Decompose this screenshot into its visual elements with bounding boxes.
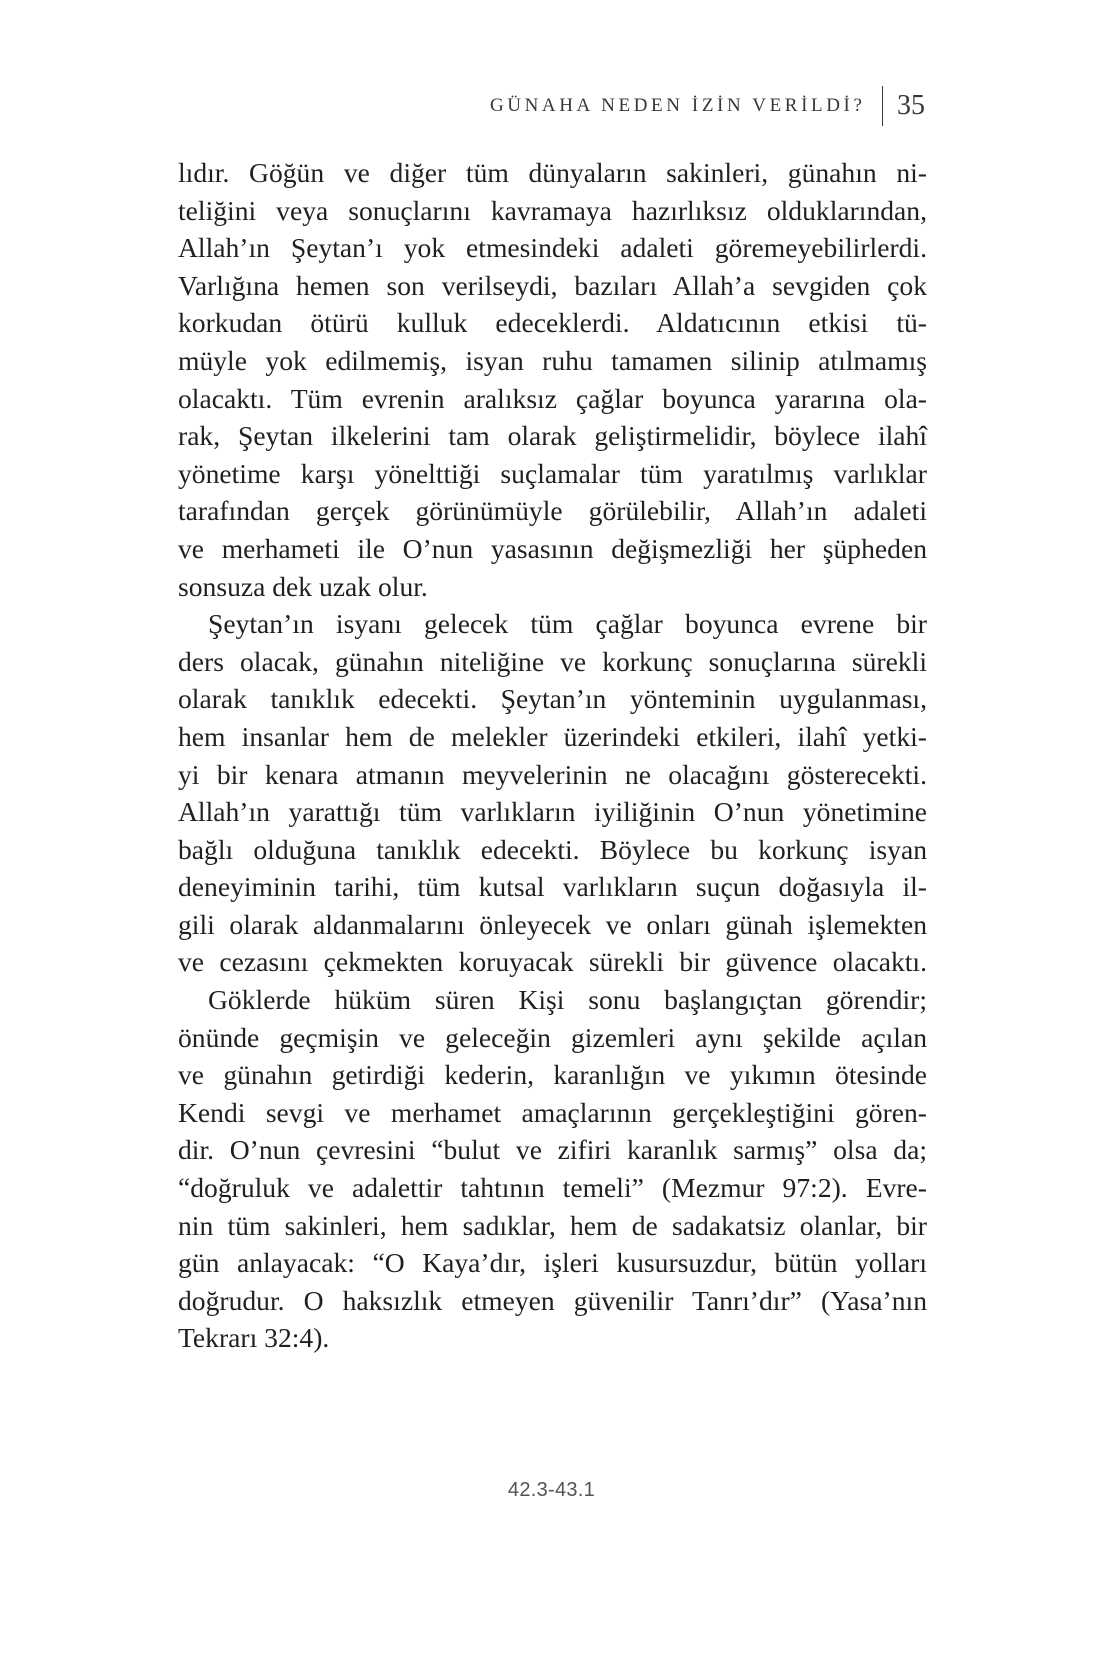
text-line: korkudan ötürü kulluk edeceklerdi. Aldatıcının etkisi tü- [178, 307, 927, 339]
text-line: Şeytan’ın isyanı gelecek tüm çağlar boyunca evrene bir [208, 608, 927, 640]
text-line: teliğini veya sonuçlarını kavramaya hazırlıksız olduklarından, [178, 194, 927, 226]
paragraph-1 [178, 154, 927, 605]
footer-reference-code: 42.3-43.1 [507, 1479, 596, 1501]
text-line: ve cezasını çekmekten koruyacak sürekli bir güvence olacaktı. [178, 946, 927, 978]
paragraph-3 [178, 981, 927, 1357]
text-line: Kendi sevgi ve merhamet amaçlarının gerçekleştiğini gören- [178, 1096, 927, 1128]
text-line: hem insanlar hem de melekler üzerindeki etkileri, ilahî yetki- [178, 720, 927, 752]
text-line: gün anlayacak: “O Kaya’dır, işleri kusursuzdur, bütün yolları [178, 1247, 927, 1279]
text-line: dir. O’nun çevresini “bulut ve zifiri karanlık sarmış” olsa da; [178, 1134, 927, 1166]
text-line: tarafından gerçek görünümüyle görülebilir, Allah’ın adaleti [178, 495, 927, 527]
text-line: ve günahın getirdiği kederin, karanlığın ve yıkımın ötesinde [178, 1059, 927, 1091]
page-number: 35 [897, 90, 925, 121]
text-line: Allah’ın yarattığı tüm varlıkların iyiliğinin O’nun yönetimine [178, 796, 927, 828]
body-text [178, 154, 927, 1357]
text-line: yönetime karşı yönelttiği suçlamalar tüm yaratılmış varlıklar [178, 457, 927, 489]
text-line: Allah’ın Şeytan’ı yok etmesindeki adaleti göremeyebilirlerdi. [178, 232, 927, 264]
text-line: yi bir kenara atmanın meyvelerinin ne olacağını gösterecekti. [178, 758, 927, 790]
text-line: “doğruluk ve adalettir tahtının temeli” (Mezmur 97:2). Evre- [178, 1172, 927, 1204]
text-line: Göklerde hüküm süren Kişi sonu başlangıçtan görendir; [208, 984, 927, 1016]
text-line: ve merhameti ile O’nun yasasının değişmezliği her şüpheden [178, 532, 927, 564]
text-line: ders olacak, günahın niteliğine ve korkunç sonuçlarına sürekli [178, 645, 927, 677]
text-line: olarak tanıklık edecekti. Şeytan’ın yönteminin uygulanması, [178, 683, 927, 715]
text-line: Varlığına hemen son verilseydi, bazıları Allah’a sevgiden çok [178, 269, 927, 301]
text-line: önünde geçmişin ve geleceğin gizemleri aynı şekilde açılan [178, 1021, 927, 1053]
running-header [490, 86, 925, 126]
text-line: Tekrarı 32:4). [178, 1322, 330, 1354]
text-line: sonsuza dek uzak olur. [178, 570, 428, 602]
running-title: GÜNAHA NEDEN İZİN VERİLDİ? [489, 95, 866, 116]
text-line: deneyiminin tarihi, tüm kutsal varlıkların suçun doğasıyla il- [178, 871, 927, 903]
text-line: doğrudur. O haksızlık etmeyen güvenilir Tanrı’dır” (Yasa’nın [178, 1284, 927, 1316]
text-line: rak, Şeytan ilkelerini tam olarak geliştirmelidir, böylece ilahî [178, 420, 927, 452]
text-line: lıdır. Göğün ve diğer tüm dünyaların sakinleri, günahın ni- [178, 157, 927, 188]
text-line: olacaktı. Tüm evrenin aralıksız çağlar boyunca yararına ola- [178, 382, 927, 414]
text-line: gili olarak aldanmalarını önleyecek ve onları günah işlemekten [178, 908, 927, 940]
text-line: nin tüm sakinleri, hem sadıklar, hem de sadakatsiz olanlar, bir [178, 1209, 927, 1241]
text-line: müyle yok edilmemiş, isyan ruhu tamamen silinip atılmamış [178, 344, 927, 376]
paragraph-2 [178, 605, 927, 981]
text-line: bağlı olduğuna tanıklık edecekti. Böylece bu korkunç isyan [178, 833, 927, 865]
header-divider [882, 86, 884, 126]
